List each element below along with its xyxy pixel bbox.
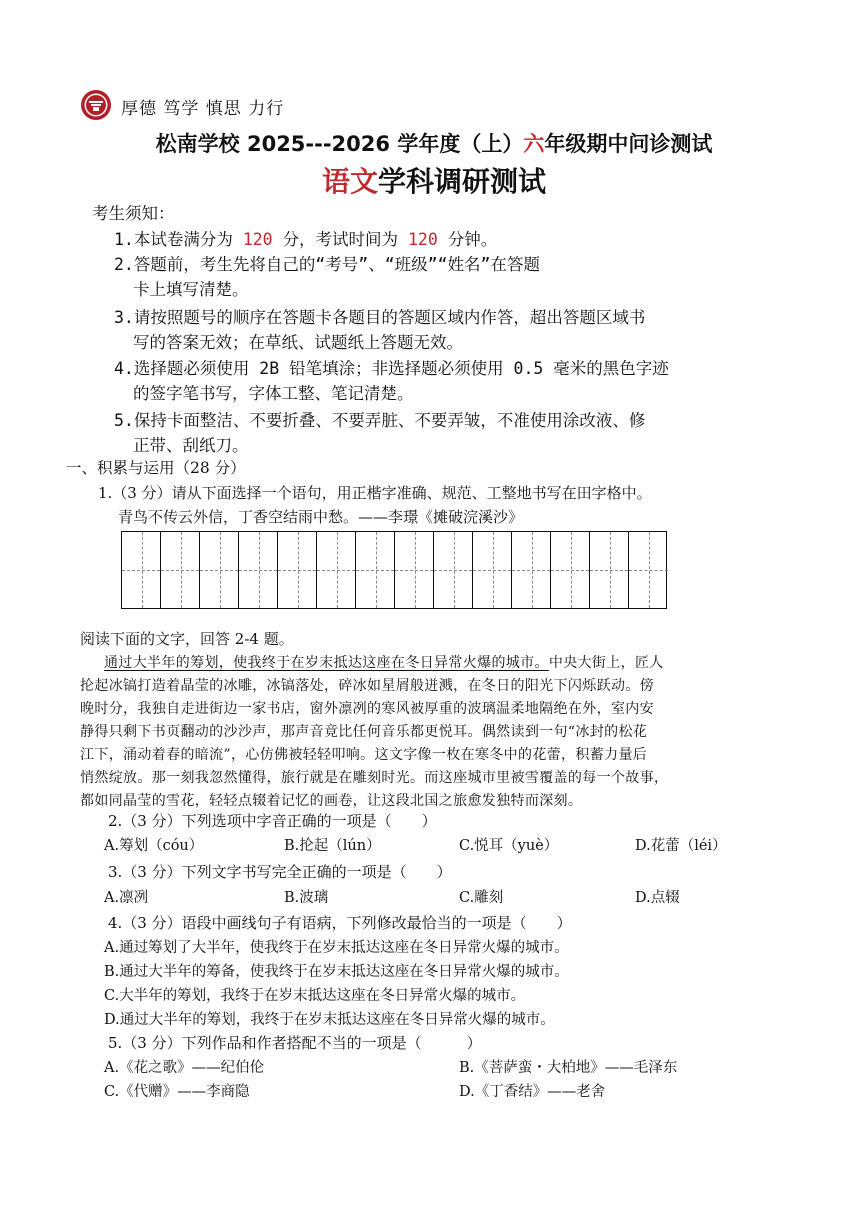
grid-cell[interactable] — [512, 532, 551, 608]
notice-item-4-cont: 的签字笔书写，字体工整、笔记清楚。 — [133, 384, 414, 403]
grid-cell[interactable] — [200, 532, 239, 608]
q3-option-a[interactable]: A.凛冽 — [104, 890, 149, 906]
grid-guide-line — [649, 532, 650, 608]
subject-title: 语文学科调研测试 — [321, 165, 547, 198]
section-title: 一、积累与运用（28 分） — [66, 459, 246, 477]
grid-cell[interactable] — [239, 532, 278, 608]
notice-item-3: 3.请按照题号的顺序在答题卡各题目的答题区域内作答，超出答题区域书 — [114, 308, 646, 327]
grid-cell[interactable] — [161, 532, 200, 608]
q4-option-b[interactable]: B.通过大半年的筹备，使我终于在岁末抵达这座在冬日异常火爆的城市。 — [104, 964, 569, 980]
notice-item-2-cont: 卡上填写清楚。 — [133, 280, 249, 299]
grid-guide-line — [220, 532, 221, 608]
q2-option-c[interactable]: C.悦耳（yuè） — [459, 838, 559, 854]
grid-guide-line — [532, 532, 533, 608]
q5-option-a[interactable]: A.《花之歌》——纪伯伦 — [104, 1060, 265, 1076]
passage-line-5: 江下，涌动着春的暗流”，心仿佛被轻轻叩响。这文字像一枚在寒冬中的花蕾，积蓄力量后 — [80, 747, 648, 763]
notice-item-4: 4.选择题必须使用 2B 铅笔填涂；非选择题必须使用 0.5 毫米的黑色字迹 — [114, 359, 669, 378]
grid-guide-line — [181, 532, 182, 608]
q3-option-c[interactable]: C.雕刻 — [459, 890, 504, 906]
passage-line-7: 都如同晶莹的雪花，轻轻点辍着记忆的画卷，让这段北国之旅愈发独特而深刻。 — [80, 793, 583, 809]
grid-cell[interactable] — [629, 532, 668, 608]
grid-guide-line — [493, 532, 494, 608]
grid-guide-line — [610, 532, 611, 608]
grid-cell[interactable] — [434, 532, 473, 608]
grid-cell[interactable] — [317, 532, 356, 608]
grid-cell[interactable] — [278, 532, 317, 608]
grid-guide-line — [571, 532, 572, 608]
q2-option-a[interactable]: A.筹划（cóu） — [104, 838, 204, 854]
question-4: 4.（3 分）语段中画线句子有语病，下列修改最恰当的一项是（ ） — [108, 914, 572, 932]
exam-title: 松南学校 2025---2026 学年度（上）六年级期中问诊测试 — [155, 132, 713, 156]
tianzige-writing-grid[interactable] — [121, 531, 667, 609]
q5-option-c[interactable]: C.《代赠》——李商隐 — [104, 1084, 250, 1100]
underlined-sentence: 通过大半年的筹划，使我终于在岁末抵达这座在冬日异常火爆的城市。 — [104, 655, 549, 671]
grid-cell[interactable] — [590, 532, 629, 608]
q5-option-b[interactable]: B.《菩萨蛮・大柏地》——毛泽东 — [459, 1060, 678, 1076]
q2-option-d[interactable]: D.花蕾（léi） — [635, 838, 727, 854]
school-motto: 厚德 笃学 慎思 力行 — [121, 99, 285, 119]
notice-heading: 考生须知： — [92, 204, 175, 223]
notice-item-3-cont: 写的答案无效；在草纸、试题纸上答题无效。 — [133, 333, 463, 352]
q4-option-a[interactable]: A.通过筹划了大半年，使我终于在岁末抵达这座在冬日异常火爆的城市。 — [104, 940, 569, 956]
question-1-poem: 青鸟不传云外信，丁香空结雨中愁。——李璟《摊破浣溪沙》 — [118, 508, 524, 526]
grid-cell[interactable] — [395, 532, 434, 608]
grid-guide-line — [259, 532, 260, 608]
question-5: 5.（3 分）下列作品和作者搭配不当的一项是（ ） — [108, 1034, 482, 1052]
grid-guide-line — [454, 532, 455, 608]
notice-item-5-cont: 正带、刮纸刀。 — [133, 436, 249, 455]
grid-guide-line — [298, 532, 299, 608]
notice-item-2: 2.答题前，考生先将自己的“考号”、“班级”“姓名”在答题 — [114, 255, 540, 274]
grid-guide-line — [376, 532, 377, 608]
grid-guide-line — [337, 532, 338, 608]
grid-cell[interactable] — [551, 532, 590, 608]
q2-option-b[interactable]: B.抡起（lún） — [284, 838, 381, 854]
reading-intro: 阅读下面的文字，回答 2-4 题。 — [80, 630, 294, 648]
passage-line-6: 悄然绽放。那一刻我忽然懂得，旅行就是在雕刻时光。而这座城市里被雪覆盖的每一个故事， — [80, 770, 669, 786]
question-2: 2.（3 分）下列选项中字音正确的一项是（ ） — [108, 812, 437, 830]
grid-cell[interactable] — [356, 532, 395, 608]
passage-line-4: 静得只剩下书页翻动的沙沙声，那声音竟比任何音乐都更悦耳。偶然读到一句“冰封的松花 — [80, 724, 648, 740]
passage-line-1: 通过大半年的筹划，使我终于在岁末抵达这座在冬日异常火爆的城市。中央大街上，匠人 — [104, 655, 664, 671]
grid-cell[interactable] — [122, 532, 161, 608]
notice-item-1: 1.本试卷满分为 120 分，考试时间为 120 分钟。 — [114, 230, 498, 249]
question-3: 3.（3 分）下列文字书写完全正确的一项是（ ） — [108, 863, 452, 881]
q3-option-d[interactable]: D.点辍 — [635, 890, 680, 906]
question-1: 1.（3 分）请从下面选择一个语句，用正楷字准确、规范、工整地书写在田字格中。 — [98, 484, 652, 502]
q4-option-c[interactable]: C.大半年的筹划，我终于在岁末抵达这座在冬日异常火爆的城市。 — [104, 988, 526, 1004]
school-logo-icon — [80, 89, 112, 121]
q3-option-b[interactable]: B.波璃 — [284, 890, 329, 906]
q5-option-d[interactable]: D.《丁香结》——老舍 — [459, 1084, 606, 1100]
passage-line-3: 晚时分，我独自走进街边一家书店，窗外凛冽的寒风被厚重的波璃温柔地隔绝在外，室内安 — [80, 701, 654, 717]
q4-option-d[interactable]: D.通过大半年的筹划，我终于在岁末抵达这座在冬日异常火爆的城市。 — [104, 1012, 555, 1028]
passage-line-2: 抡起冰镐打造着晶莹的冰雕，冰镐落处，碎冰如星屑般迸溅，在冬日的阳光下闪烁跃动。傍 — [80, 678, 654, 694]
grid-guide-line — [142, 532, 143, 608]
grid-cell[interactable] — [473, 532, 512, 608]
grid-guide-line — [415, 532, 416, 608]
notice-item-5: 5.保持卡面整洁、不要折叠、不要弄脏、不要弄皱，不准使用涂改液、修 — [114, 411, 646, 430]
